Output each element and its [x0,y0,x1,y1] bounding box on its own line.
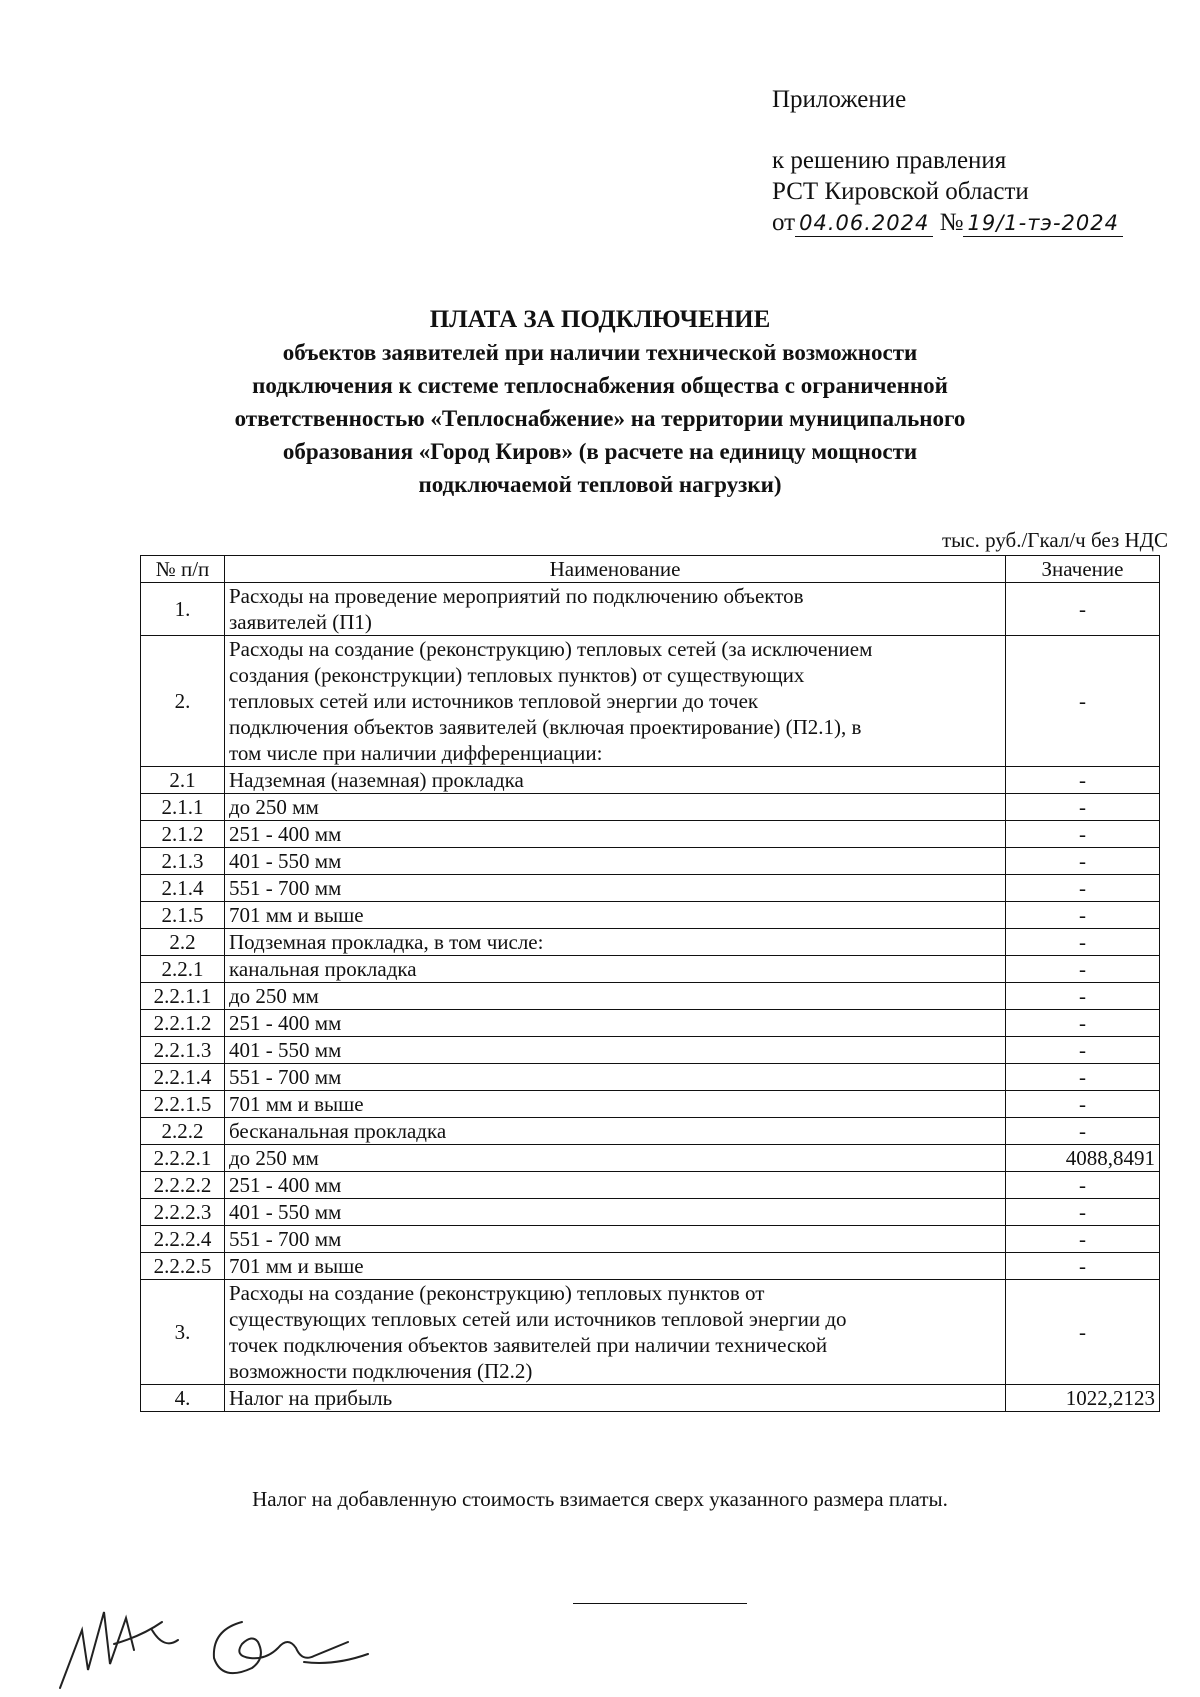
row-name-line: создания (реконструкции) тепловых пунктов) от существующих [229,663,805,687]
table-row [141,875,1160,902]
row-number: 2.2.1 [141,956,225,983]
row-name-line: заявителей (П1) [229,610,372,634]
row-name-line: 551 - 700 мм [229,1065,342,1089]
row-name-line: 701 мм и выше [229,903,364,927]
row-name-line: подключения объектов заявителей (включая проектирование) (П2.1), в [229,715,862,739]
row-value: - [1006,929,1160,956]
row-name-line: 701 мм и выше [229,1092,364,1116]
row-value: - [1006,583,1160,636]
row-number: 2.2.1.3 [141,1037,225,1064]
table-row [141,1091,1160,1118]
header-name: Наименование [225,556,1006,583]
row-name-line: до 250 мм [229,795,319,819]
title-sub-line: объектов заявителей при наличии технической возможности [282,340,918,365]
row-name [225,1091,1006,1118]
row-name [225,1226,1006,1253]
separator-line [573,1603,747,1604]
row-value: - [1006,848,1160,875]
table-row [141,1253,1160,1280]
row-value: - [1006,902,1160,929]
handwritten-number: 19/1-тэ-2024 [963,210,1123,237]
row-number: 2.2.2.2 [141,1172,225,1199]
row-name [225,1172,1006,1199]
row-value: - [1006,983,1160,1010]
row-number: 3. [141,1280,225,1385]
row-number: 2.2.1.1 [141,983,225,1010]
row-value: - [1006,1280,1160,1385]
row-name [225,1199,1006,1226]
table-row [141,1037,1160,1064]
row-number: 2.2.1.2 [141,1010,225,1037]
row-name [225,929,1006,956]
row-name [225,583,1006,636]
row-name-line: том числе при наличии дифференциации: [229,741,603,765]
title-sub-line: подключения к системе теплоснабжения общества с ограниченной [252,373,948,398]
row-name [225,956,1006,983]
row-name [225,875,1006,902]
row-value: - [1006,875,1160,902]
row-name [225,848,1006,875]
row-value: - [1006,1010,1160,1037]
row-value: - [1006,767,1160,794]
row-name [225,1385,1006,1412]
row-name-line: возможности подключения (П2.2) [229,1359,533,1383]
table-body [141,583,1160,1412]
table-row [141,1280,1160,1385]
appendix-authority-line: РСТ Кировской области [772,178,1029,205]
row-value: 4088,8491 [1006,1145,1160,1172]
row-name-line: Подземная прокладка, в том числе: [229,930,544,954]
handwritten-signature [52,1600,382,1690]
table-row [141,1010,1160,1037]
row-name-line: 401 - 550 мм [229,1200,342,1224]
row-name [225,1010,1006,1037]
title-sub-line: ответственностью «Теплоснабжение» на территории муниципального [234,406,966,431]
row-value: - [1006,821,1160,848]
number-label: № [939,209,964,236]
row-name-line: 251 - 400 мм [229,1173,342,1197]
row-number: 1. [141,583,225,636]
table-row [141,1172,1160,1199]
header-number: № п/п [141,556,225,583]
row-number: 2.1.4 [141,875,225,902]
row-value: - [1006,794,1160,821]
row-name [225,794,1006,821]
row-name-line: бесканальная прокладка [229,1119,447,1143]
row-name [225,636,1006,767]
row-name-line: Расходы на создание (реконструкцию) тепловых пунктов от [229,1281,765,1305]
appendix-label: Приложение [772,86,907,113]
table-row [141,929,1160,956]
row-value: - [1006,1037,1160,1064]
appendix-decision-line: к решению правления [772,147,1007,174]
row-name-line: 551 - 700 мм [229,876,342,900]
handwritten-date: 04.06.2024 [795,210,933,237]
row-number: 4. [141,1385,225,1412]
row-name-line: до 250 мм [229,984,319,1008]
table-row [141,767,1160,794]
table-row [141,848,1160,875]
row-value: 1022,2123 [1006,1385,1160,1412]
row-name-line: тепловых сетей или источников тепловой энергии до точек [229,689,759,713]
table-row [141,583,1160,636]
header-value: Значение [1006,556,1160,583]
row-number: 2.2.2.3 [141,1199,225,1226]
row-number: 2. [141,636,225,767]
row-name-line: до 250 мм [229,1146,319,1170]
title-sub-line: подключаемой тепловой нагрузки) [418,472,782,497]
table-row [141,1385,1160,1412]
row-name-line: 251 - 400 мм [229,1011,342,1035]
row-name [225,1037,1006,1064]
row-value: - [1006,1064,1160,1091]
row-value: - [1006,1118,1160,1145]
row-name [225,902,1006,929]
row-value: - [1006,1253,1160,1280]
from-label: от [772,209,796,236]
table-row [141,902,1160,929]
row-name-line: Расходы на проведение мероприятий по подключению объектов [229,584,804,608]
row-value: - [1006,956,1160,983]
units-label: тыс. руб./Гкал/ч без НДС [941,528,1168,552]
title-sub-line: образования «Город Киров» (в расчете на единицу мощности [282,439,918,464]
appendix-date-number-line [772,207,1123,238]
row-number: 2.1.3 [141,848,225,875]
row-name-line: Надземная (наземная) прокладка [229,768,524,792]
document-title [140,303,1060,501]
table-row [141,956,1160,983]
table-row [141,1118,1160,1145]
row-number: 2.1.5 [141,902,225,929]
vat-footnote: Налог на добавленную стоимость взимается сверх указанного размера платы. [252,1487,948,1511]
row-number: 2.2 [141,929,225,956]
row-number: 2.2.1.5 [141,1091,225,1118]
row-number: 2.2.2.4 [141,1226,225,1253]
table-header-row [141,556,1160,583]
row-value: - [1006,1226,1160,1253]
row-name [225,1064,1006,1091]
row-name-line: Расходы на создание (реконструкцию) тепловых сетей (за исключением [229,637,873,661]
row-name-line: Налог на прибыль [229,1386,393,1410]
table-row [141,1199,1160,1226]
row-number: 2.1.1 [141,794,225,821]
row-name [225,767,1006,794]
row-name-line: точек подключения объектов заявителей при наличии технической [229,1333,828,1357]
table-row [141,821,1160,848]
row-name-line: канальная прокладка [229,957,417,981]
row-number: 2.1.2 [141,821,225,848]
table-row [141,1145,1160,1172]
row-value: - [1006,636,1160,767]
row-name [225,821,1006,848]
appendix-block [772,84,1123,238]
row-number: 2.1 [141,767,225,794]
row-name [225,983,1006,1010]
row-name [225,1145,1006,1172]
row-name-line: 251 - 400 мм [229,822,342,846]
table-row [141,1226,1160,1253]
table-row [141,983,1160,1010]
row-name-line: 401 - 550 мм [229,849,342,873]
table-row [141,1064,1160,1091]
row-name [225,1280,1006,1385]
row-number: 2.2.1.4 [141,1064,225,1091]
row-name [225,1118,1006,1145]
row-number: 2.2.2 [141,1118,225,1145]
row-name-line: 401 - 550 мм [229,1038,342,1062]
table-row [141,636,1160,767]
title-main: ПЛАТА ЗА ПОДКЛЮЧЕНИЕ [429,306,771,333]
row-value: - [1006,1091,1160,1118]
row-number: 2.2.2.5 [141,1253,225,1280]
row-name-line: 551 - 700 мм [229,1227,342,1251]
row-value: - [1006,1172,1160,1199]
table-row [141,794,1160,821]
row-number: 2.2.2.1 [141,1145,225,1172]
fee-table [140,555,1160,1412]
row-name-line: существующих тепловых сетей или источников тепловой энергии до [229,1307,847,1331]
row-value: - [1006,1199,1160,1226]
row-name-line: 701 мм и выше [229,1254,364,1278]
row-name [225,1253,1006,1280]
